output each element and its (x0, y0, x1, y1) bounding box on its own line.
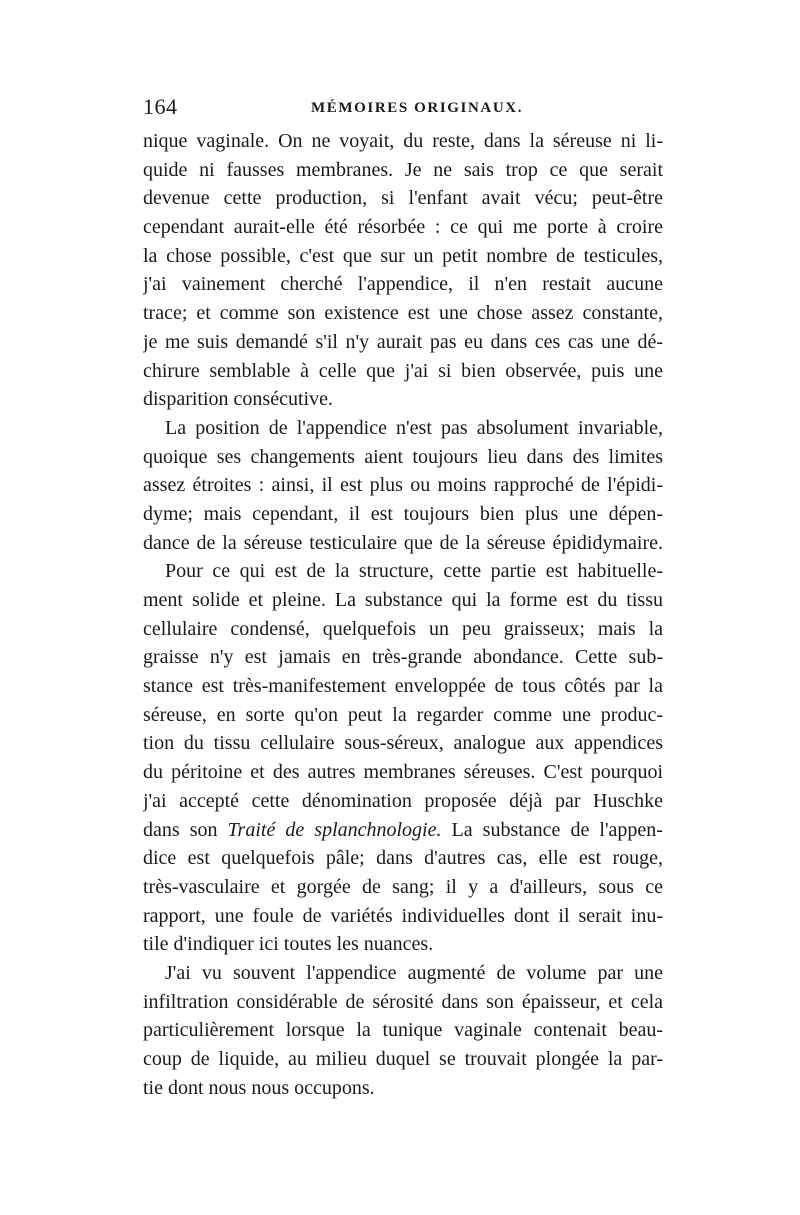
text-line: coup de liquide, au milieu duquel se trouvait plongée la par- (143, 1048, 663, 1070)
page-number: 164 (143, 94, 178, 119)
text-line: du péritoine et des autres membranes séreuses. C'est pourquoi (143, 761, 663, 784)
text-line: quoique ses changements aient toujours lieu dans des limites (143, 445, 663, 468)
text-line: cependant aurait-elle été résorbée : ce qui me porte à croire (143, 216, 663, 239)
text-line: J'ai vu souvent l'appendice augmenté de volume par une (165, 961, 663, 984)
text-line: tie dont nous nous occupons. (143, 1076, 375, 1099)
text-line: La position de l'appendice n'est pas absolument invariable, (165, 416, 663, 439)
text-line: assez étroites : ainsi, il est plus ou moins rapproché de l'épidi- (143, 474, 663, 497)
text-line: Pour ce qui est de la structure, cette partie est habituelle- (165, 560, 663, 583)
text-line: particulièrement lorsque la tunique vaginale contenait beau- (143, 1019, 663, 1042)
body-text (143, 127, 663, 1102)
text-line: infiltration considérable de sérosité dans son épaisseur, et cela (143, 990, 663, 1013)
text-line-with-italic (143, 816, 663, 845)
text-line: dyme; mais cependant, il est toujours bien plus une dépen- (143, 502, 663, 525)
text-line: trace; et comme son existence est une chose assez constante, (143, 302, 663, 325)
text-line: tion du tissu cellulaire sous-séreux, analogue aux appendices (143, 732, 663, 755)
text-segment: La substance de l'appen- (441, 818, 663, 841)
text-line: tile d'indiquer ici toutes les nuances. (143, 933, 434, 956)
text-line: j'ai accepté cette dénomination proposée déjà par Huschke (143, 789, 663, 812)
text-line: stance est très-manifestement enveloppée de tous côtés par la (143, 675, 663, 698)
text-line: séreuse, en sorte qu'on peut la regarder comme une produc- (143, 703, 663, 726)
running-head (143, 92, 663, 122)
italic-title: Traité de splanchnologie. (227, 818, 442, 841)
text-line: quide ni fausses membranes. Je ne sais trop ce que serait (143, 158, 663, 181)
text-line: rapport, une foule de variétés individuelles dont il serait inu- (143, 904, 663, 927)
text-line: disparition consécutive. (143, 388, 333, 411)
running-title: MÉMOIRES ORIGINAUX. (311, 100, 524, 116)
text-segment: dans son (143, 818, 228, 841)
text-line: je me suis demandé s'il n'y aurait pas eu dans ces cas une dé- (143, 330, 663, 353)
text-line: nique vaginale. On ne voyait, du reste, dans la séreuse ni li- (143, 130, 663, 152)
text-line: cellulaire condensé, quelquefois un peu graisseux; mais la (143, 617, 663, 640)
text-line: chirure semblable à celle que j'ai si bien observée, puis une (143, 359, 663, 382)
text-line: graisse n'y est jamais en très-grande abondance. Cette sub- (143, 646, 663, 669)
text-line: j'ai vainement cherché l'appendice, il n'en restait aucune (143, 273, 663, 296)
text-line: la chose possible, c'est que sur un petit nombre de testicules, (143, 244, 663, 267)
text-line: devenue cette production, si l'enfant avait vécu; peut-être (143, 187, 663, 210)
text-line: dice est quelquefois pâle; dans d'autres cas, elle est rouge, (143, 847, 663, 870)
text-line: dance de la séreuse testiculaire que de la séreuse épididymaire. (143, 531, 663, 554)
text-line: ment solide et pleine. La substance qui la forme est du tissu (143, 589, 663, 611)
text-line: très-vasculaire et gorgée de sang; il y a d'ailleurs, sous ce (143, 875, 663, 898)
